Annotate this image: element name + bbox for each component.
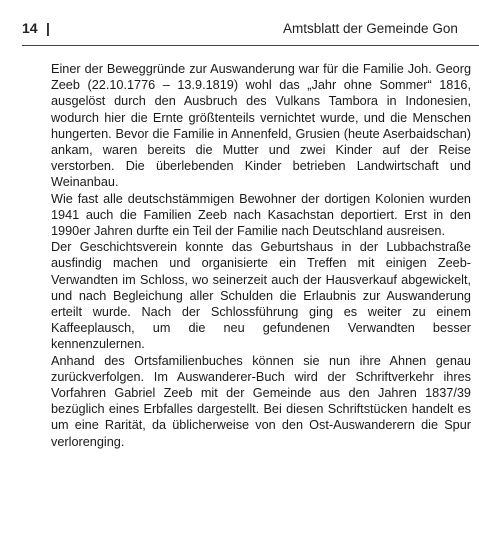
page-number: 14 <box>22 20 38 36</box>
article-paragraph-4: Anhand des Ortsfamilienbuches können sie nun ihre Ahnen genau zurückverfolgen. Im Auswanderer-Buch wird der Schriftverkehr ihres Vorfahren Gabriel Zeeb mit der Gemeinde aus den Jahren 1837/39 bezüglich eines Erbfalles dargestellt. Bei diesen Schriftstücken handelt es um eine Rarität, da üblicherweise von den Ost-Auswanderern die Spur verlorenging. <box>51 353 471 449</box>
article-paragraph-2: Wie fast alle deutschstämmigen Bewohner der dortigen Kolonien wurden 1941 auch die Familien Zeeb nach Kasachstan deportiert. Erst in den 1990er Jahren durfte ein Teil der Familie nach Deutschland ausreisen. <box>51 191 471 239</box>
publication-title: Amtsblatt der Gemeinde Gon <box>283 21 458 36</box>
article-paragraph-3: Der Geschichtsverein konnte das Geburtshaus in der Lubbachstraße ausfindig machen und organisierte ein Treffen mit einigen Zeeb-Verwandten im Schloss, wo seinerzeit auch der Hausverkauf abgewickelt, und nach Begleichung aller Schulden die Erlaubnis zur Auswanderung erteilt wurde. Nach der Schlossführung ging es weiter zu einem Kaffeeplausch, um die neu gefundenen Verwandten besser kennenzulernen. <box>51 240 471 352</box>
header-divider <box>22 45 479 46</box>
article-paragraph-1: Einer der Beweggründe zur Auswanderung war für die Familie Joh. Georg Zeeb (22.10.1776 – 13.9.1819) wohl das „Jahr ohne Sommer“ 1816, ausgelöst durch den Ausbruch des Vulkans Tambora in Indonesien, wodurch hier die Ernte größtenteils vernichtet wurde, und die Menschen hungerten. Bevor die Familie in Annenfeld, Grusien (heute Aserbaidschan) ankam, waren bereits die Mutter und zwei Kinder auf der Reise verstorben. Die überlebenden Kinder betrieben Landwirtschaft und Weinanbau. <box>51 62 471 190</box>
page-header <box>0 0 479 44</box>
article-body <box>51 61 471 450</box>
header-separator: | <box>46 20 50 36</box>
